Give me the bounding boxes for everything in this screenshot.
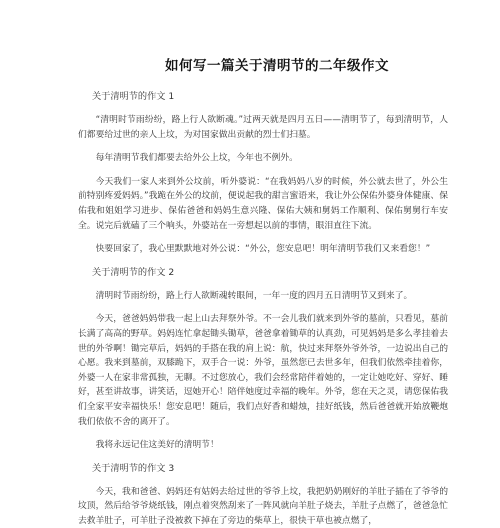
paragraph: “清明时节雨纷纷，路上行人欲断魂。”过两天就是四月五日——清明节了，每到清明节，人们都要给过世的亲人上坟，为对国家做出贡献的烈士们扫墓。 <box>78 115 448 140</box>
document-title: 如何写一篇关于清明节的二年级作文 <box>165 58 389 74</box>
paragraph: 快要回家了，我心里默默地对外公说：“外公，您安息吧！明年清明节我们又来看您！” <box>95 244 431 255</box>
section-essay-1 <box>78 90 448 257</box>
section-heading: 关于清明节的作文 2 <box>92 266 175 278</box>
paragraph: 每年清明节我们都要去给外公上坟，今年也不例外。 <box>95 153 298 164</box>
paragraph: 今天，爸爸妈妈带我一起上山去拜祭外爷。不一会儿我们就来到外爷的墓前，只看见，墓前长满了高高的野草。妈妈连忙拿起锄头锄草，爸爸拿着锄草的认真劲，可见妈妈是多么孝挂着去世的外爷啊！锄完草后，妈妈的手搭在我的肩上说：航，快过来拜祭外爷外爷，一边说出自己的心愿。我来到墓前，双膝跪下，双手合一说：外爷，虽然您已去世多年，但我们依然牵挂着你，外婆一人在家非常孤独，无聊。不过您放心，我们会经常陪伴着她的，一定让她吃好、穿好、睡好，甚至讲故事，讲笑话，逗她开心！陪伴她度过幸福的晚年。外爷，您在天之灵，请您保佑我们全家平安幸福快乐！您安息吧！随后，我们点好香和蜡烛，挂好纸钱，然后爸爸就开始放鞭炮我们依依不舍的离开了。 <box>78 314 448 427</box>
paragraph: 我将永远记住这美好的清明节！ <box>95 440 219 451</box>
paragraph: 今天，我和爸爸、妈妈还有姑妈去给过世的爷爷上坟，我把奶奶刚好的羊肚子插在了爷爷的坟顶，然后给爷爷烧纸钱，刚点着突然刮来了一阵风就向羊肚子烧去，羊肚子点燃了，爸爸急忙去救羊肚子，可羊肚子没被救下掉在了旁边的柴草上，很快干草也被点燃了， <box>78 486 448 526</box>
section-essay-2 <box>78 266 448 453</box>
section-essay-3 <box>78 462 448 528</box>
paragraph: 今天我们一家人来到外公坟前，听外婆说：“在我妈妈八岁的时候，外公就去世了，外公生前特别疼爱妈妈。”我跪在外公的坟前，便说起我的甜言蜜语来，我让外公保佑外婆身体健康、保佑我和姐姐学习进步、保佑爸爸和妈妈生意兴隆、保佑大姨和舅妈工作顺利、保佑舅舅行车安全。说完后就磕了三个响头，外婆站在一旁想起以前的事情，眼泪直往下流。 <box>78 176 448 231</box>
paragraph: 清明时节雨纷纷，路上行人欲断魂转眼间，一年一度的四月五日清明节又到来了。 <box>95 290 413 301</box>
section-heading: 关于清明节的作文 3 <box>92 462 175 474</box>
section-heading: 关于清明节的作文 1 <box>92 91 175 102</box>
